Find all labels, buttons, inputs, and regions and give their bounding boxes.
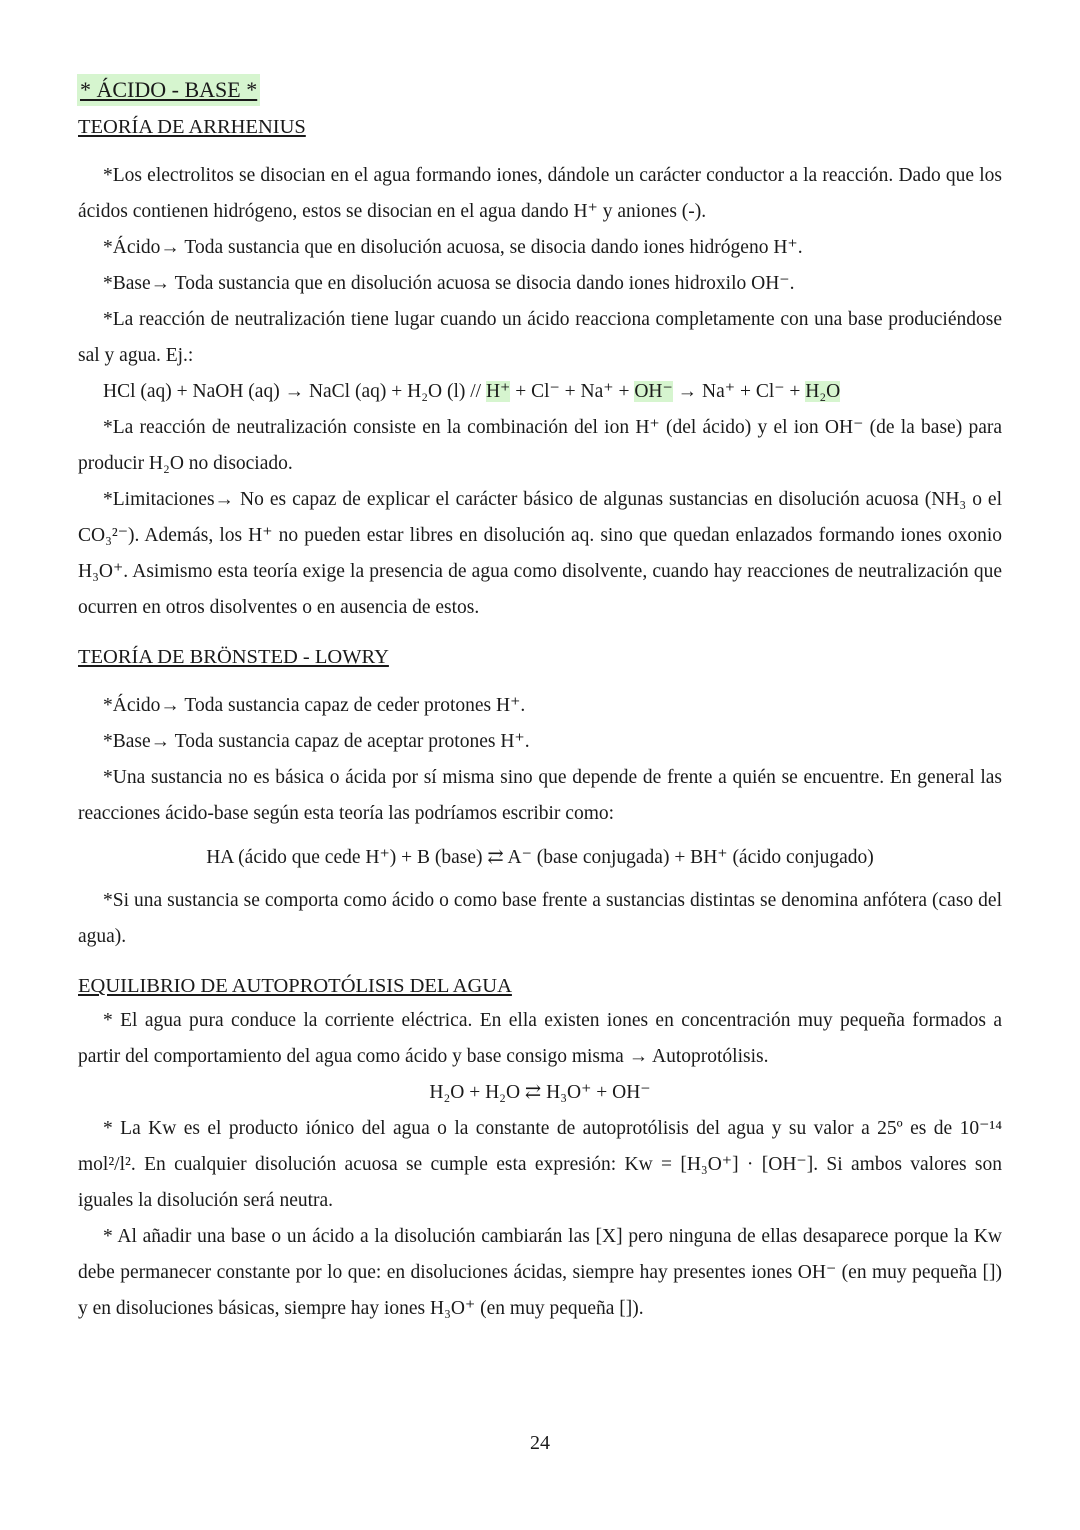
- arrhenius-base-definition: *Base→ Toda sustancia que en disolución acuosa se disocia dando iones hidroxilo OH⁻.: [103, 273, 795, 294]
- heading-autoprotolysis: EQUILIBRIO DE AUTOPROTÓLISIS DEL AGUA: [78, 975, 512, 997]
- bronsted-amphoteric-paragraph: *Si una sustancia se comporta como ácido o como base frente a sustancias distintas se denomina anfótera (caso del agua).: [78, 890, 1002, 947]
- highlight-h-ion: H⁺: [485, 381, 511, 402]
- arrhenius-paragraph-1: *Los electrolitos se disocian en el agua formando iones, dándole un carácter conductor a la reacción. Dado que los ácidos contienen hidrógeno, estos se disocian en el agua dando H⁺ y aniones (-).: [78, 165, 1002, 222]
- heading-arrhenius: TEORÍA DE ARRHENIUS: [78, 116, 306, 138]
- highlight-oh-ion: OH⁻: [634, 381, 673, 402]
- bronsted-base-definition: *Base→ Toda sustancia capaz de aceptar protones H⁺.: [103, 731, 530, 752]
- page-number: 24: [530, 1432, 550, 1454]
- bronsted-equation: HA (ácido que cede H⁺) + B (base) ⇄ A⁻ (base conjugada) + BH⁺ (ácido conjugado): [206, 847, 874, 868]
- equation-middle-2: → Na⁺ + Cl⁻ +: [672, 381, 806, 402]
- kw-paragraph: * La Kw es el producto iónico del agua o la constante de autoprotólisis del agua y su valor a 25º es de 10⁻¹⁴ mol²/l². En cualquier disolución acuosa se cumple esta expresión: Kw = [H₃O⁺] · [OH⁻]. Si ambos valores son iguales la disolución será neutra.: [78, 1118, 1002, 1211]
- acid-base-addition-paragraph: * Al añadir una base o un ácido a la disolución cambiarán las [X] pero ninguna de ellas desaparece porque la Kw debe permanecer constante por lo que: en disoluciones ácidas, siempre hay presentes iones OH⁻ (en muy pequeña []) y en disoluciones básicas, siempre hay iones H₃O⁺ (en muy pequeña []).: [78, 1226, 1002, 1319]
- bronsted-acid-definition: *Ácido→ Toda sustancia capaz de ceder protones H⁺.: [103, 695, 526, 716]
- equation-middle-1: + Cl⁻ + Na⁺ +: [510, 381, 635, 402]
- bronsted-paragraph-1: *Una sustancia no es básica o ácida por sí misma sino que depende de frente a quién se encuentre. En general las reacciones ácido-base según esta teoría las podríamos escribir como:: [78, 767, 1002, 824]
- arrhenius-limitations-paragraph: *Limitaciones→ No es capaz de explicar el carácter básico de algunas sustancias en disolución acuosa (NH₃ o el CO₃²⁻). Además, los H⁺ no pueden estar libres en disolución aq. sino que quedan enlazados formando iones oxonio H₃O⁺. Asimismo esta teoría exige la presencia de agua como disolvente, cuando hay reacciones de neutralización que ocurren en otros disolventes o en ausencia de estos.: [78, 489, 1002, 618]
- highlight-water: H₂O: [805, 381, 841, 402]
- arrhenius-neutralization-paragraph: *La reacción de neutralización tiene lugar cuando un ácido reacciona completamente con una base produciéndose sal y agua. Ej.:: [78, 309, 1002, 366]
- page-content: [78, 74, 1002, 1327]
- page-title: * ÁCIDO - BASE *: [77, 74, 260, 106]
- autoprotolysis-paragraph-1: * El agua pura conduce la corriente eléctrica. En ella existen iones en concentración muy pequeña formados a partir del comportamiento del agua como ácido y base consigo misma → Autoprotólisis.: [78, 1010, 1002, 1067]
- arrhenius-acid-definition: *Ácido→ Toda sustancia que en disolución acuosa, se disocia dando iones hidrógeno H⁺.: [103, 237, 803, 258]
- heading-bronsted-lowry: TEORÍA DE BRÖNSTED - LOWRY: [78, 646, 389, 668]
- arrhenius-combination-paragraph: *La reacción de neutralización consiste en la combinación del ion H⁺ (del ácido) y el ion OH⁻ (de la base) para producir H₂O no disociado.: [78, 417, 1002, 474]
- autoprotolysis-equation: H₂O + H₂O ⇄ H₃O⁺ + OH⁻: [429, 1082, 651, 1103]
- neutralization-equation: [78, 374, 1002, 410]
- equation-left: HCl (aq) + NaOH (aq) → NaCl (aq) + H₂O (l) //: [103, 381, 486, 402]
